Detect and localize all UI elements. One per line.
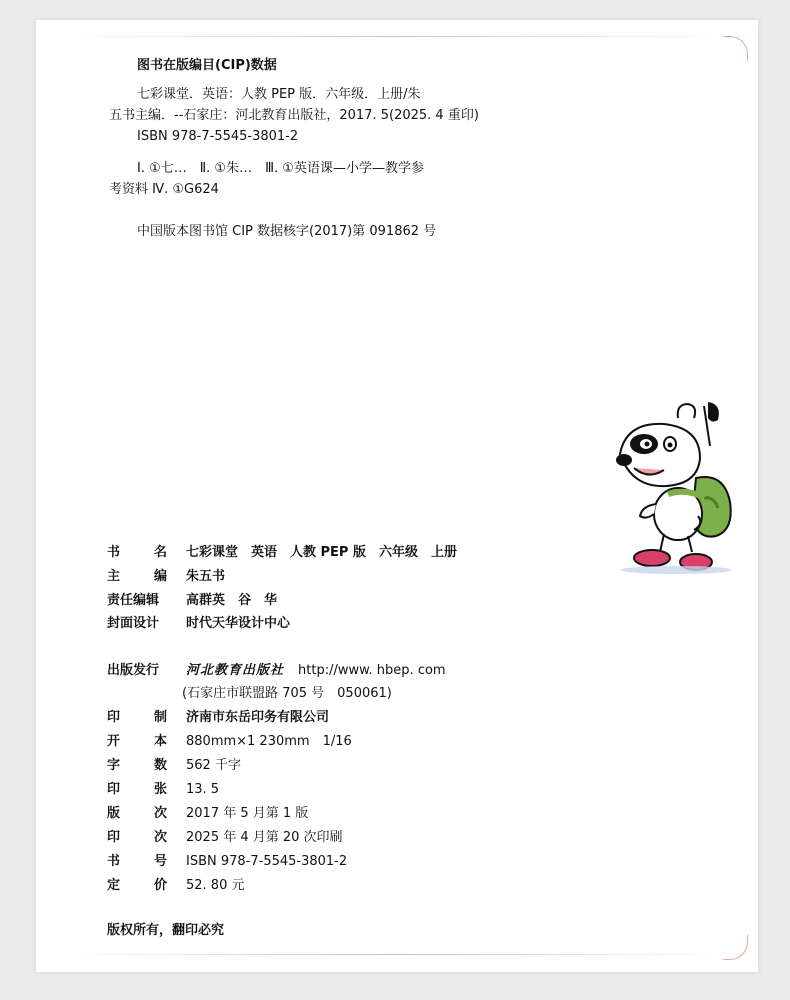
publisher-name: 河北教育出版社 <box>186 663 285 678</box>
cip-line-4: Ⅰ. ①七… Ⅱ. ①朱… Ⅲ. ①英语课—小学—教学参 <box>137 161 424 176</box>
prod-label-edition: 版 次 <box>107 806 167 821</box>
prod-value-format: 880mm×1 230mm 1/16 <box>186 734 352 749</box>
detail-value-title: 七彩课堂 英语 人教 PEP 版 六年级 上册 <box>186 545 457 560</box>
prod-value-wordcount: 562 千字 <box>186 758 241 773</box>
prod-label-wordcount: 字 数 <box>107 758 167 773</box>
prod-value-isbn: ISBN 978-7-5545-3801-2 <box>186 854 348 869</box>
prod-value-sheets: 13. 5 <box>186 782 220 797</box>
prod-label-format: 开 本 <box>107 734 167 749</box>
prod-label-printer: 印 制 <box>107 710 167 725</box>
copyright-notice: 版权所有，翻印必究 <box>107 923 225 938</box>
publisher-url: http://www. hbep. com <box>298 663 446 678</box>
prod-value-printing: 2025 年 4 月第 20 次印刷 <box>186 830 343 845</box>
corner-bottom-right <box>723 935 748 960</box>
prod-value-printer: 济南市东岳印务有限公司 <box>186 710 330 725</box>
detail-value-editor: 朱五书 <box>186 569 226 584</box>
cip-line-5: 考资料 Ⅳ. ①G624 <box>109 182 219 197</box>
bottom-border-line <box>56 954 736 955</box>
detail-value-responsible-editor: 高群英 谷 华 <box>186 593 278 608</box>
prod-value-edition: 2017 年 5 月第 1 版 <box>186 806 309 821</box>
detail-label-editor: 主 编 <box>107 569 167 584</box>
corner-top-right <box>723 36 748 61</box>
prod-label-printing: 印 次 <box>107 830 167 845</box>
publisher-line <box>186 662 446 680</box>
cip-line-1: 七彩课堂．英语：人教 PEP 版．六年级．上册/朱 <box>137 87 421 102</box>
detail-label-title: 书 名 <box>107 545 167 560</box>
cip-line-3: ISBN 978-7-5545-3801-2 <box>137 129 299 144</box>
top-border-line <box>56 36 736 37</box>
prod-label-sheets: 印 张 <box>107 782 167 797</box>
publisher-label: 出版发行 <box>107 663 160 678</box>
prod-label-price: 定 价 <box>107 878 167 893</box>
cip-line-6: 中国版本图书馆 CIP 数据核字(2017)第 091862 号 <box>137 224 437 239</box>
cartoon-dog-with-backpack-icon <box>608 398 738 576</box>
prod-label-isbn: 书 号 <box>107 854 167 869</box>
cip-heading: 图书在版编目(CIP)数据 <box>137 58 277 73</box>
detail-label-cover-design: 封面设计 <box>107 616 160 631</box>
publisher-address: (石家庄市联盟路 705 号 050061) <box>182 686 392 701</box>
detail-label-responsible-editor: 责任编辑 <box>107 593 160 608</box>
cip-line-2: 五书主编．--石家庄：河北教育出版社，2017. 5(2025. 4 重印) <box>109 108 479 123</box>
detail-value-cover-design: 时代天华设计中心 <box>186 616 291 631</box>
prod-value-price: 52. 80 元 <box>186 878 245 893</box>
